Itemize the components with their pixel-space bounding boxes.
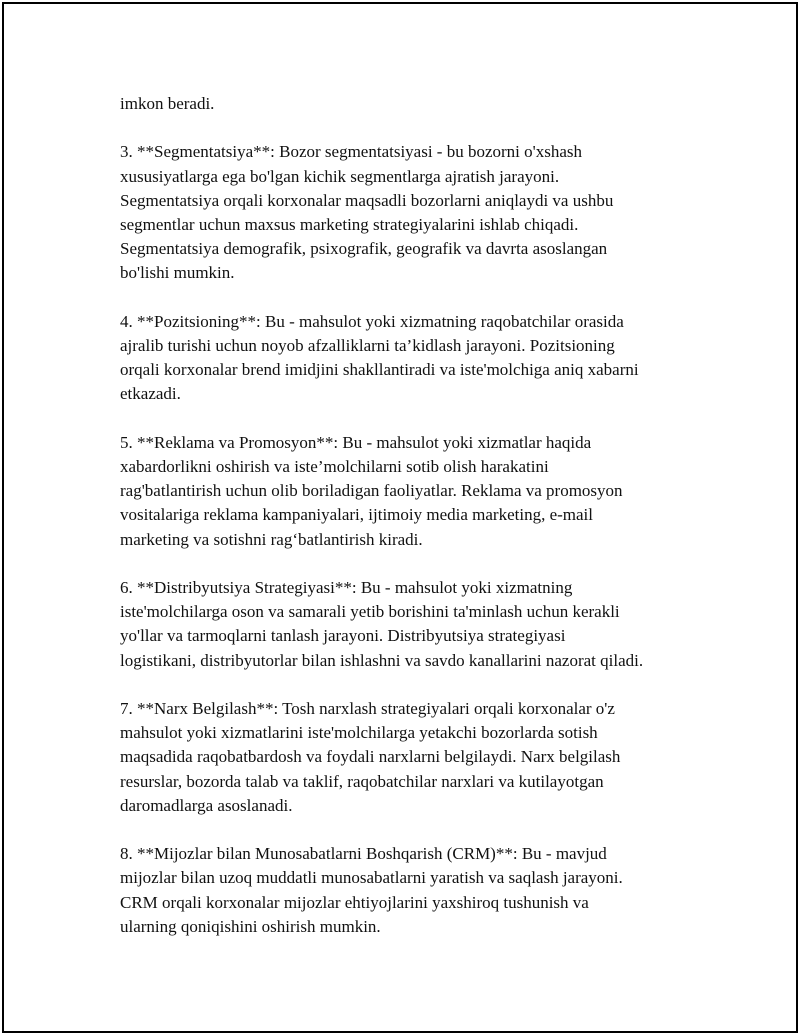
paragraph-continuation: imkon beradi. — [120, 94, 215, 113]
paragraph-segmentatsiya: 3. **Segmentatsiya**: Bozor segmentatsiyasi - bu bozorni o'xshash xususiyatlarga ega bo'lgan kichik segmentlarga ajratish jarayoni. Segmentatsiya orqali korxonalar maqsadli bozorlarni aniqlaydi va ushbu segmentlar uchun maxsus marketing strategiyalarini ishlab chiqadi. Segmentatsiya demografik, psixografik, geografik va davrta asoslangan bo'lishi mumkin. — [120, 142, 614, 283]
paragraph-pozitsioning: 4. **Pozitsioning**: Bu - mahsulot yoki xizmatning raqobatchilar orasida ajralib turishi uchun noyob afzalliklarni ta’kidlash jarayoni. Pozitsioning orqali korxonalar brend imidjini shakllantiradi va iste'molchiga aniq xabarni etkazadi. — [120, 311, 639, 404]
paragraph-narx-belgilash: 7. **Narx Belgilash**: Tosh narxlash strategiyalari orqali korxonalar o'z mahsulot yoki xizmatlarini iste'molchilarga yetakchi bozorlarda sotish maqsadida raqobatbardosh va foydali narxlarni belgilaydi. Narx belgilash resurslar, bozorda talab va taklif, raqobatchilar narxlari va kutilayotgan daromadlarga asoslanadi. — [120, 699, 621, 815]
paragraph-reklama: 5. **Reklama va Promosyon**: Bu - mahsulot yoki xizmatlar haqida xabardorlikni oshirish va iste’molchilarni sotib olish harakatini rag'batlantirish uchun olib boriladigan faoliyatlar. Reklama va promosyon vositalariga reklama kampaniyalari, ijtimoiy media marketing, e-mail marketing va sotishni rag‘batlantirish kiradi. — [120, 432, 623, 549]
paragraph-crm: 8. **Mijozlar bilan Munosabatlarni Boshqarish (CRM)**: Bu - mavjud mijozlar bilan uzoq muddatli munosabatlarni yaratish va saqlash jarayoni. CRM orqali korxonalar mijozlar ehtiyojlarini yaxshiroq tushunish va ularning qoniqishini oshirish mumkin. — [120, 844, 623, 936]
document-body — [120, 92, 700, 963]
document-page — [2, 2, 798, 1033]
paragraph-distribyutsiya: 6. **Distribyutsiya Strategiyasi**: Bu - mahsulot yoki xizmatning iste'molchilarga oson va samarali yetib borishini ta'minlash uchun kerakli yo'llar va tarmoqlarni tanlash jarayoni. Distribyutsiya strategiyasi logistikani, distribyutorlar bilan ishlashni va savdo kanallarini nazorat qiladi. — [120, 578, 644, 670]
